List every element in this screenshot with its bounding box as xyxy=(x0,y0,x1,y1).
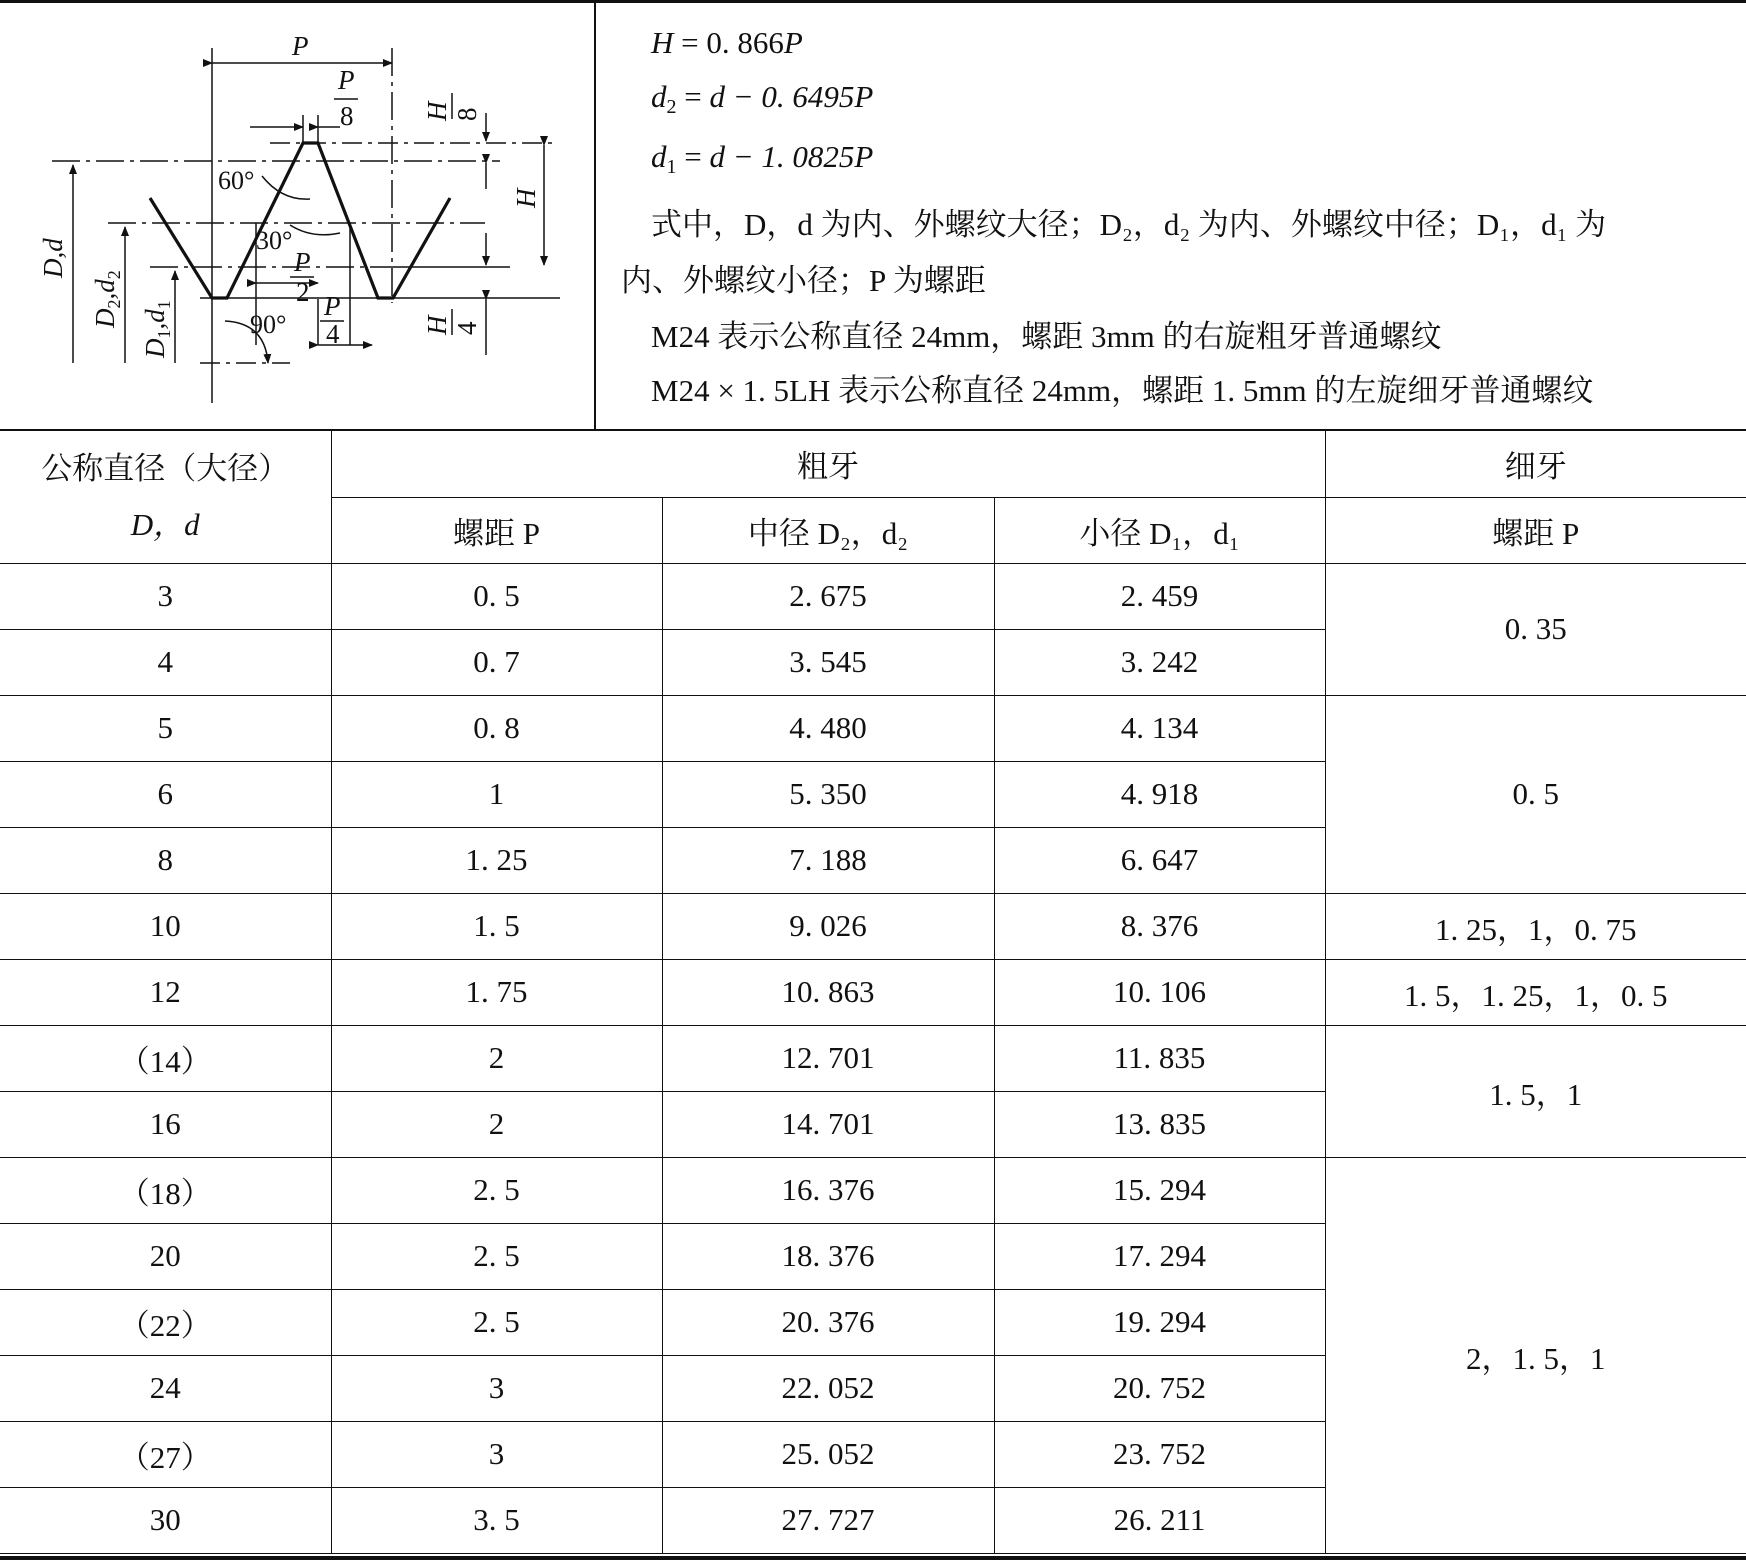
minor-diameter-cell: 20. 752 xyxy=(994,1355,1325,1421)
minor-diameter-cell: 6. 647 xyxy=(994,827,1325,893)
fine-pitch-cell: 0. 35 xyxy=(1325,563,1746,695)
nominal-cell: 8 xyxy=(0,827,331,893)
pitch-cell: 1. 75 xyxy=(331,959,662,1025)
pitch-diameter-cell: 4. 480 xyxy=(662,695,994,761)
table-row xyxy=(0,1025,1746,1091)
pitch-diameter-header: 中径 D₂，d₂ xyxy=(662,497,994,563)
table-row xyxy=(0,1157,1746,1223)
example-fine: M24 × 1. 5LH 表示公称直径 24mm，螺距 1. 5mm 的左旋细牙普通螺纹 xyxy=(651,373,1594,408)
nominal-cell: （18） xyxy=(0,1157,331,1223)
pitch-cell: 3 xyxy=(331,1421,662,1487)
pitch-diameter-cell: 20. 376 xyxy=(662,1289,994,1355)
label-d2-d2: $D_2,d_2$ xyxy=(90,270,124,328)
pitch-diameter-cell: 22. 052 xyxy=(662,1355,994,1421)
pitch-cell: 1 xyxy=(331,761,662,827)
fine-pitch-cell: 1. 5，1 xyxy=(1325,1025,1746,1157)
minor-diameter-cell: 3. 242 xyxy=(994,629,1325,695)
thread-spec-table xyxy=(0,431,1746,1554)
label-h4-num: H xyxy=(422,315,452,335)
label-p: P xyxy=(292,31,309,61)
nominal-cell: （22） xyxy=(0,1289,331,1355)
table-row xyxy=(0,563,1746,629)
coarse-header: 粗牙 xyxy=(331,431,1325,497)
nominal-cell: 20 xyxy=(0,1223,331,1289)
pitch-diameter-cell: 12. 701 xyxy=(662,1025,994,1091)
label-p8-den: 8 xyxy=(340,101,354,131)
thread-profile-figure xyxy=(0,3,596,429)
nominal-cell: 5 xyxy=(0,695,331,761)
label-d-d: D,d xyxy=(38,238,68,278)
minor-diameter-cell: 15. 294 xyxy=(994,1157,1325,1223)
nominal-cell: （14） xyxy=(0,1025,331,1091)
nominal-cell: 30 xyxy=(0,1487,331,1553)
pitch-cell: 3. 5 xyxy=(331,1487,662,1553)
label-p4-den: 4 xyxy=(326,319,340,349)
angle-30-label: 30° xyxy=(256,226,293,255)
table-row xyxy=(0,893,1746,959)
label-p8-num: P xyxy=(338,65,355,95)
nominal-cell: 24 xyxy=(0,1355,331,1421)
formula-h-value: 0. 866 xyxy=(706,25,784,60)
label-p4-num: P xyxy=(324,291,341,321)
nominal-header-line1: 公称直径（大径） xyxy=(41,450,290,486)
pitch-cell: 0. 5 xyxy=(331,563,662,629)
minor-diameter-cell: 17. 294 xyxy=(994,1223,1325,1289)
pitch-cell: 1. 5 xyxy=(331,893,662,959)
pitch-cell: 2. 5 xyxy=(331,1289,662,1355)
label-p2-num: P xyxy=(294,247,311,277)
label-h8-den: 8 xyxy=(452,107,482,121)
nominal-cell: 3 xyxy=(0,563,331,629)
fine-header: 细牙 xyxy=(1325,431,1746,497)
formula-d2-value: d − 0. 6495 xyxy=(709,79,855,114)
label-d2-d2-main: D xyxy=(90,308,120,328)
label-d1-d1: $D_1,d_1$ xyxy=(140,300,174,358)
nominal-diameter-header xyxy=(0,431,331,563)
nominal-cell: 4 xyxy=(0,629,331,695)
pitch-cell: 2. 5 xyxy=(331,1157,662,1223)
pitch-diameter-cell: 3. 545 xyxy=(662,629,994,695)
header-row xyxy=(0,3,1746,431)
label-h4-den: 4 xyxy=(452,321,482,335)
formula-d1: $d_1 = d - 1$. 0825P xyxy=(651,139,874,178)
minor-diameter-cell: 19. 294 xyxy=(994,1289,1325,1355)
angle-90-label: 90° xyxy=(250,310,287,339)
label-h: H xyxy=(511,188,541,208)
legend-line-1: 式中，D，d 为内、外螺纹大径；D₂，d₂ 为内、外螺纹中径；D₁，d₁ 为 xyxy=(651,207,1607,242)
nominal-cell: 10 xyxy=(0,893,331,959)
formula-d1-value: d − 1. 0825 xyxy=(709,139,855,174)
legend-line-2: 内、外螺纹小径；P 为螺距 xyxy=(621,263,986,298)
pitch-diameter-cell: 18. 376 xyxy=(662,1223,994,1289)
fine-pitch-header: 螺距 P xyxy=(1325,497,1746,563)
pitch-diameter-cell: 16. 376 xyxy=(662,1157,994,1223)
formula-d2: $d_2 = d - 0$. 6495P xyxy=(651,79,874,118)
pitch-diameter-cell: 9. 026 xyxy=(662,893,994,959)
nominal-cell: 6 xyxy=(0,761,331,827)
minor-diameter-cell: 13. 835 xyxy=(994,1091,1325,1157)
pitch-diameter-cell: 2. 675 xyxy=(662,563,994,629)
thread-profile-diagram xyxy=(0,3,594,429)
example-coarse: M24 表示公称直径 24mm，螺距 3mm 的右旋粗牙普通螺纹 xyxy=(651,319,1442,354)
minor-diameter-cell: 26. 211 xyxy=(994,1487,1325,1553)
minor-diameter-header: 小径 D₁，d₁ xyxy=(994,497,1325,563)
pitch-cell: 2 xyxy=(331,1025,662,1091)
minor-diameter-cell: 10. 106 xyxy=(994,959,1325,1025)
minor-diameter-cell: 8. 376 xyxy=(994,893,1325,959)
minor-diameter-cell: 4. 134 xyxy=(994,695,1325,761)
nominal-cell: 16 xyxy=(0,1091,331,1157)
pitch-diameter-cell: 7. 188 xyxy=(662,827,994,893)
fine-pitch-cell: 1. 25，1，0. 75 xyxy=(1325,893,1746,959)
minor-diameter-cell: 2. 459 xyxy=(994,563,1325,629)
pitch-cell: 2. 5 xyxy=(331,1223,662,1289)
minor-diameter-cell: 23. 752 xyxy=(994,1421,1325,1487)
pitch-diameter-cell: 27. 727 xyxy=(662,1487,994,1553)
header-row-1 xyxy=(0,431,1746,497)
pitch-cell: 1. 25 xyxy=(331,827,662,893)
table-row xyxy=(0,695,1746,761)
fine-pitch-cell: 1. 5，1. 25，1，0. 5 xyxy=(1325,959,1746,1025)
angle-60-label: 60° xyxy=(218,166,255,195)
pitch-diameter-cell: 14. 701 xyxy=(662,1091,994,1157)
formula-h: H = 0. 866P xyxy=(651,25,803,60)
nominal-header-line2: D，d xyxy=(130,506,200,542)
fine-pitch-cell: 2，1. 5，1 xyxy=(1325,1157,1746,1553)
pitch-diameter-cell: 5. 350 xyxy=(662,761,994,827)
pitch-header: 螺距 P xyxy=(331,497,662,563)
minor-diameter-cell: 4. 918 xyxy=(994,761,1325,827)
table-row xyxy=(0,959,1746,1025)
pitch-cell: 2 xyxy=(331,1091,662,1157)
nominal-cell: 12 xyxy=(0,959,331,1025)
fine-pitch-cell: 0. 5 xyxy=(1325,695,1746,893)
pitch-cell: 0. 7 xyxy=(331,629,662,695)
nominal-cell: （27） xyxy=(0,1421,331,1487)
label-d1-d1-main: D xyxy=(140,338,170,358)
pitch-cell: 0. 8 xyxy=(331,695,662,761)
pitch-diameter-cell: 25. 052 xyxy=(662,1421,994,1487)
pitch-cell: 3 xyxy=(331,1355,662,1421)
minor-diameter-cell: 11. 835 xyxy=(994,1025,1325,1091)
label-h8-num: H xyxy=(422,101,452,121)
pitch-diameter-cell: 10. 863 xyxy=(662,959,994,1025)
bottom-rule xyxy=(0,1556,1746,1560)
label-p2-den: 2 xyxy=(296,277,310,307)
formula-block xyxy=(597,3,1746,429)
